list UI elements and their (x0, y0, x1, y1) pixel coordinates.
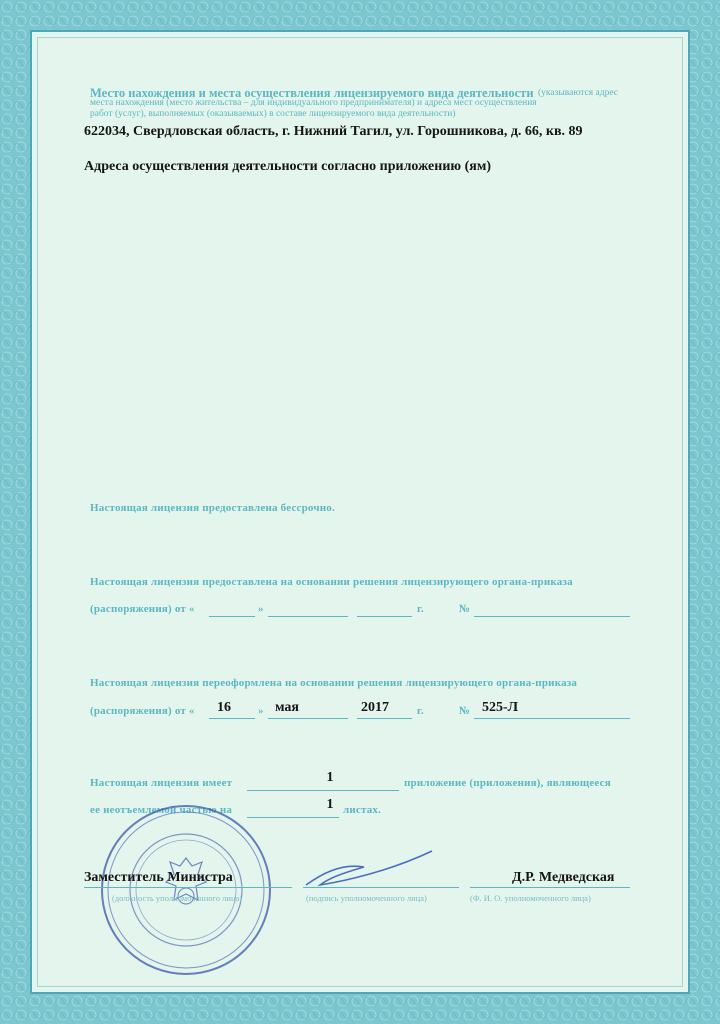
reissued-day-line (209, 718, 255, 719)
appendix-count-line (247, 790, 399, 791)
caption-position: (должность уполномоченного лица) (112, 893, 243, 903)
reissued-quote-close: » (258, 705, 264, 717)
signatory-name: Д.Р. Медведская (512, 870, 615, 885)
address-text: 622034, Свердловская область, г. Нижний Тагил, ул. Горошникова, д. 66, кв. 89 (84, 124, 583, 139)
appendix-sheets: 1 (326, 797, 334, 812)
granted-number-line (474, 616, 630, 617)
granted-prefix: (распоряжения) от « (90, 603, 195, 615)
reissued-line1: Настоящая лицензия переоформлена на основании решения лицензирующего органа-приказа (90, 677, 578, 689)
appendix-line2-prefix: ее неотъемлемой частью на (90, 804, 233, 816)
appendix-line1-suffix: приложение (приложения), являющееся (404, 777, 611, 789)
granted-number-sign: № (459, 603, 471, 615)
signature-line (303, 887, 459, 888)
reissued-number-sign: № (459, 705, 471, 717)
name-line (470, 887, 630, 888)
granted-month-line (268, 616, 348, 617)
term-text: Настоящая лицензия предоставлена бессрочно. (90, 502, 335, 514)
reissued-prefix: (распоряжения) от « (90, 705, 195, 717)
caption-signature: (подпись уполномоченного лица) (306, 893, 427, 903)
location-note-2: места нахождения (место жительства – для индивидуального предпринимателя) и адреса мест осуществления (90, 98, 537, 108)
granted-quote-close: » (258, 603, 264, 615)
signatory-position: Заместитель Министра (84, 870, 233, 885)
official-seal (96, 800, 276, 980)
granted-line1: Настоящая лицензия предоставлена на основании решения лицензирующего органа-приказа (90, 576, 573, 588)
reissued-number-line (474, 718, 630, 719)
reissued-number: 525-Л (481, 700, 519, 715)
reissued-month: мая (274, 700, 299, 715)
reissued-year-line (357, 718, 412, 719)
reissued-day: 16 (217, 700, 231, 715)
location-heading: Место нахождения и места осуществления лицензируемого вида деятельности (90, 86, 534, 100)
activity-addresses-text: Адреса осуществления деятельности согласно приложению (ям) (84, 159, 492, 174)
granted-day-line (209, 616, 255, 617)
location-note-3: работ (услуг), выполняемых (оказываемых) в составе лицензируемого вида деятельности) (90, 109, 456, 119)
appendix-line2-suffix: листах. (343, 804, 382, 816)
appendix-count: 1 (326, 770, 334, 785)
location-note-1: (указываются адрес (538, 88, 618, 98)
reissued-year-suffix: г. (417, 705, 424, 717)
appendix-line1-prefix: Настоящая лицензия имеет (90, 777, 233, 789)
position-line (84, 887, 292, 888)
reissued-month-line (268, 718, 348, 719)
reissued-year: 2017 (361, 700, 389, 715)
caption-name: (Ф. И. О. уполномоченного лица) (470, 893, 591, 903)
granted-year-suffix: г. (417, 603, 424, 615)
granted-year-line (357, 616, 412, 617)
